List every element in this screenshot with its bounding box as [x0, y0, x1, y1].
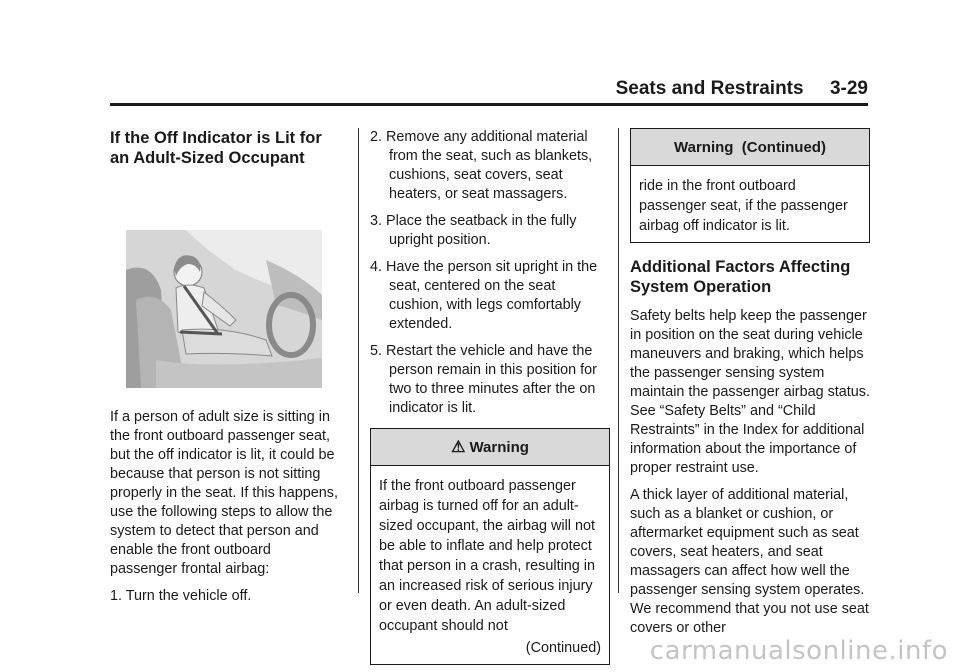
occupant-illustration: [126, 230, 322, 388]
warning-continued-text: ride in the front outboard passenger seat, if the passenger airbag off indicator is lit.: [639, 178, 848, 234]
watermark-text: carmanualsonline.info: [649, 636, 948, 666]
steps-list-start: [110, 587, 342, 606]
step-5: 5. Restart the vehicle and have the person remain in this position for two to three minutes after the on indicator is lit.: [370, 343, 597, 416]
step-4: 4. Have the person sit upright in the seat, centered on the seat cushion, with legs comfortably extended.: [370, 259, 598, 332]
step-2: 2. Remove any additional material from the seat, such as blankets, cushions, seat covers, seat heaters, or seat massagers.: [370, 129, 593, 202]
intro-paragraph: If a person of adult size is sitting in the front outboard passenger seat, but the off indicator is lit, it could be because that person is not sitting properly in the seat. If this happens, use the following steps to allow the system to detect that person and enable the front outboard passenger frontal airbag:: [110, 409, 338, 577]
warning-title-bar: [371, 429, 609, 466]
step-1: 1. Turn the vehicle off.: [110, 588, 252, 604]
seated-occupant-image: [126, 230, 322, 388]
warning-title: Warning: [469, 438, 529, 456]
column-left: [110, 128, 342, 614]
warning-body: [371, 466, 609, 664]
warning-continued-title-bar: [631, 129, 869, 166]
warning-text: If the front outboard passenger airbag is turned off for an adult-sized occupant, the airbag will not be able to inflate and help protect that person in a crash, resulting in an increased risk of serious injury or even death. An adult-sized occupant should not: [379, 478, 595, 634]
header-rule: [110, 103, 868, 106]
warning-box: [370, 428, 610, 665]
column-right: [630, 128, 870, 646]
column-divider-1: [358, 128, 359, 593]
warning-continued-box: [630, 128, 870, 243]
warning-continued-title: Warning (Continued): [674, 138, 826, 156]
page-header: [110, 78, 868, 106]
column-divider-2: [618, 128, 619, 593]
warning-continued-label: (Continued): [525, 640, 601, 656]
warning-continued-body: [631, 166, 869, 242]
safety-belts-paragraph: Safety belts help keep the passenger in position on the seat during vehicle maneuvers and braking, which helps the passenger sensing system maintain the passenger airbag status. See “Safety Belts” and “Child Restraints” in the Index for additional information about the importance of proper restraint use.: [630, 308, 870, 476]
step-3: 3. Place the seatback in the fully upright position.: [370, 213, 577, 248]
page-header-title: Seats and Restraints 3-29: [615, 78, 868, 99]
warning-triangle-icon: ⚠: [451, 438, 466, 456]
column-middle: [370, 128, 610, 665]
section-heading-off-indicator: If the Off Indicator is Lit for an Adult-Sized Occupant: [110, 129, 322, 167]
steps-list-continued: [370, 128, 610, 418]
section-heading-additional-factors: Additional Factors Affecting System Operation: [630, 258, 851, 296]
thick-layer-paragraph: A thick layer of additional material, such as a blanket or cushion, or aftermarket equipment such as seat covers, seat heaters, and seat massagers can affect how well the passenger sensing system operates. We recommend that you not use seat covers or other: [630, 487, 869, 636]
